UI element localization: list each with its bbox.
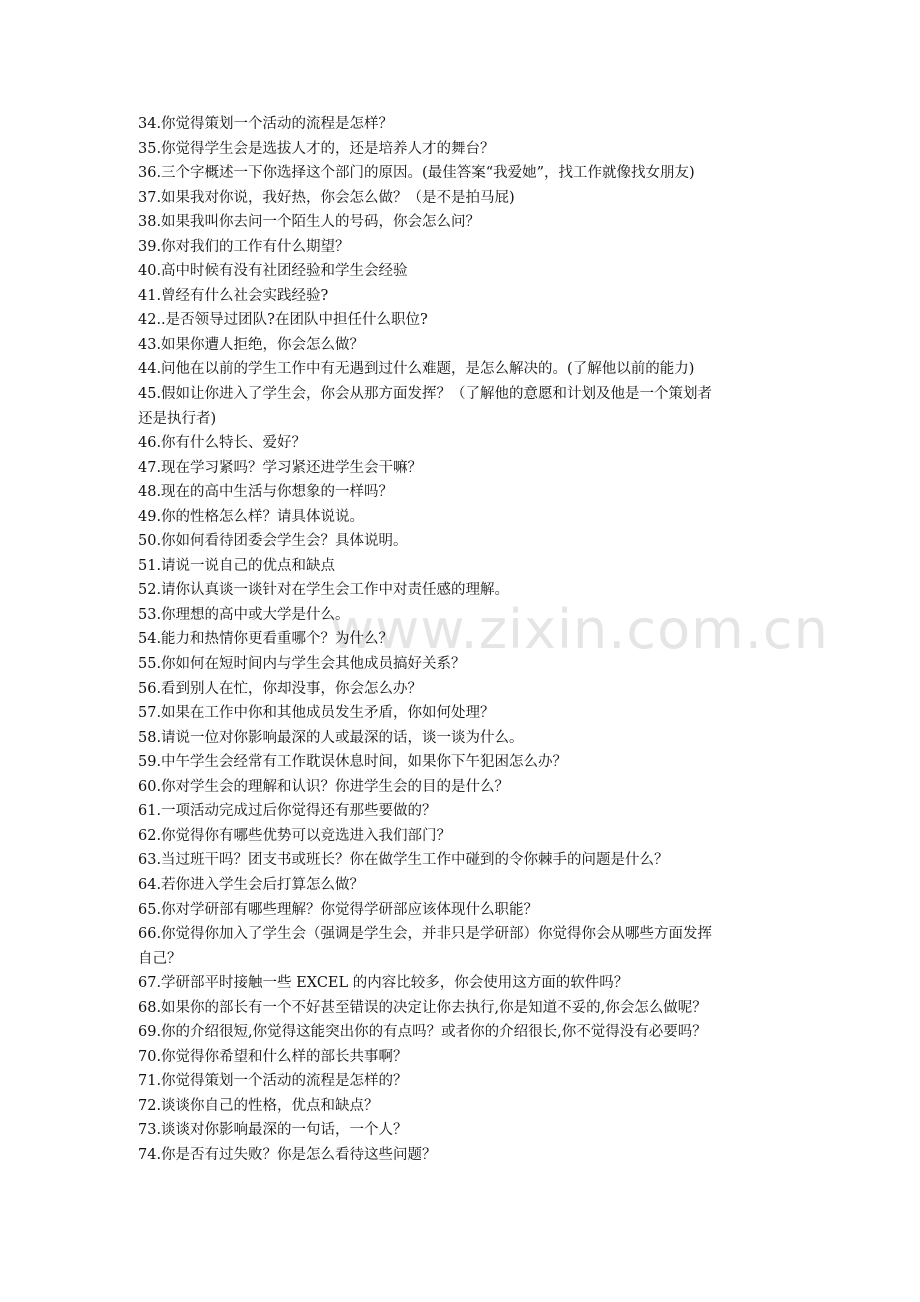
question-line: 42..是否领导过团队?在团队中担任什么职位? — [138, 312, 428, 329]
question-line: 41.曾经有什么社会实践经验? — [138, 287, 329, 304]
question-line: 34.你觉得策划一个活动的流程是怎样？ — [138, 116, 394, 132]
question-line: 67.学研部平时接触一些 EXCEL 的内容比较多，你会使用这方面的软件吗？ — [138, 975, 629, 992]
question-line: 51.请说一说自己的优点和缺点 — [138, 557, 336, 574]
question-line: 52.请你认真谈一谈针对在学生会工作中对责任感的理解。 — [138, 582, 510, 599]
question-line: 38.如果我叫你去问一个陌生人的号码，你会怎么问？ — [138, 214, 481, 231]
question-line-continued: 自己？ — [138, 950, 182, 967]
question-line: 59.中午学生会经常有工作耽误休息时间，如果你下午犯困怎么办？ — [138, 754, 568, 771]
question-line: 74.你是否有过失败？你是怎么看待这些问题？ — [138, 1146, 437, 1163]
question-list — [138, 112, 788, 1168]
question-line: 61.一项活动完成过后你觉得还有那些要做的？ — [138, 803, 437, 820]
question-line: 40.高中时候有没有社团经验和学生会经验 — [138, 263, 408, 280]
question-line: 50.你如何看待团委会学生会？具体说明。 — [138, 533, 408, 550]
question-line: 43.如果你遭人拒绝，你会怎么做？ — [138, 336, 365, 353]
question-line: 58.请说一位对你影响最深的人或最深的话，谈一谈为什么。 — [138, 729, 524, 746]
question-line: 69.你的介绍很短,你觉得这能突出你的有点吗？或者你的介绍很长,你不觉得没有必要吗？ — [138, 1024, 707, 1041]
question-line: 45.假如让你进入了学生会，你会从那方面发挥？（了解他的意愿和计划及他是一个策划者 — [138, 386, 713, 403]
question-line: 35.你觉得学生会是选拔人才的，还是培养人才的舞台？ — [138, 140, 495, 157]
question-line: 72.谈谈你自己的性格，优点和缺点？ — [138, 1097, 379, 1114]
watermark-text: www.zixin.com.cn — [330, 598, 829, 661]
question-line: 60.你对学生会的理解和认识？你进学生会的目的是什么？ — [138, 778, 510, 795]
question-line: 70.你觉得你希望和什么样的部长共事啊？ — [138, 1048, 408, 1065]
question-line: 47.现在学习紧吗？学习紧还进学生会干嘛？ — [138, 459, 423, 476]
question-line: 68.如果你的部长有一个不好甚至错误的决定让你去执行,你是知道不妥的,你会怎么做呢？ — [138, 999, 707, 1016]
question-line: 36.三个字概述一下你选择这个部门的原因。(最佳答案“我爱她”，找工作就像找女朋友) — [138, 165, 695, 182]
question-line-continued: 还是执行者) — [138, 410, 217, 427]
question-line: 65.你对学研部有哪些理解？你觉得学研部应该体现什么职能？ — [138, 901, 539, 918]
question-line: 66.你觉得你加入了学生会（强调是学生会，并非只是学研部）你觉得你会从哪些方面发挥 — [138, 926, 713, 943]
question-line: 63.当过班干吗？团支书或班长？你在做学生工作中碰到的令你棘手的问题是什么？ — [138, 852, 669, 869]
question-line: 54.能力和热情你更看重哪个？为什么？ — [138, 631, 394, 648]
question-line: 44.问他在以前的学生工作中有无遇到过什么难题，是怎么解决的。(了解他以前的能力) — [138, 361, 695, 378]
question-line: 53.你理想的高中或大学是什么。 — [138, 606, 350, 623]
question-line: 57.如果在工作中你和其他成员发生矛盾，你如何处理？ — [138, 705, 495, 722]
question-line: 48.现在的高中生活与你想象的一样吗？ — [138, 484, 394, 501]
question-line: 56.看到别人在忙，你却没事，你会怎么办？ — [138, 680, 423, 697]
question-line: 64.若你进入学生会后打算怎么做？ — [138, 876, 365, 893]
question-line: 71.你觉得策划一个活动的流程是怎样的？ — [138, 1073, 408, 1090]
question-line: 55.你如何在短时间内与学生会其他成员搞好关系？ — [138, 656, 466, 673]
question-line: 37.如果我对你说，我好热，你会怎么做？（是不是拍马屁) — [138, 189, 515, 206]
question-line: 46.你有什么特长、爱好？ — [138, 435, 307, 452]
question-line: 39.你对我们的工作有什么期望？ — [138, 238, 350, 255]
question-line: 62.你觉得你有哪些优势可以竞选进入我们部门？ — [138, 827, 452, 844]
question-line: 73.谈谈对你影响最深的一句话，一个人？ — [138, 1122, 408, 1139]
question-line: 49.你的性格怎么样？请具体说说。 — [138, 508, 365, 525]
